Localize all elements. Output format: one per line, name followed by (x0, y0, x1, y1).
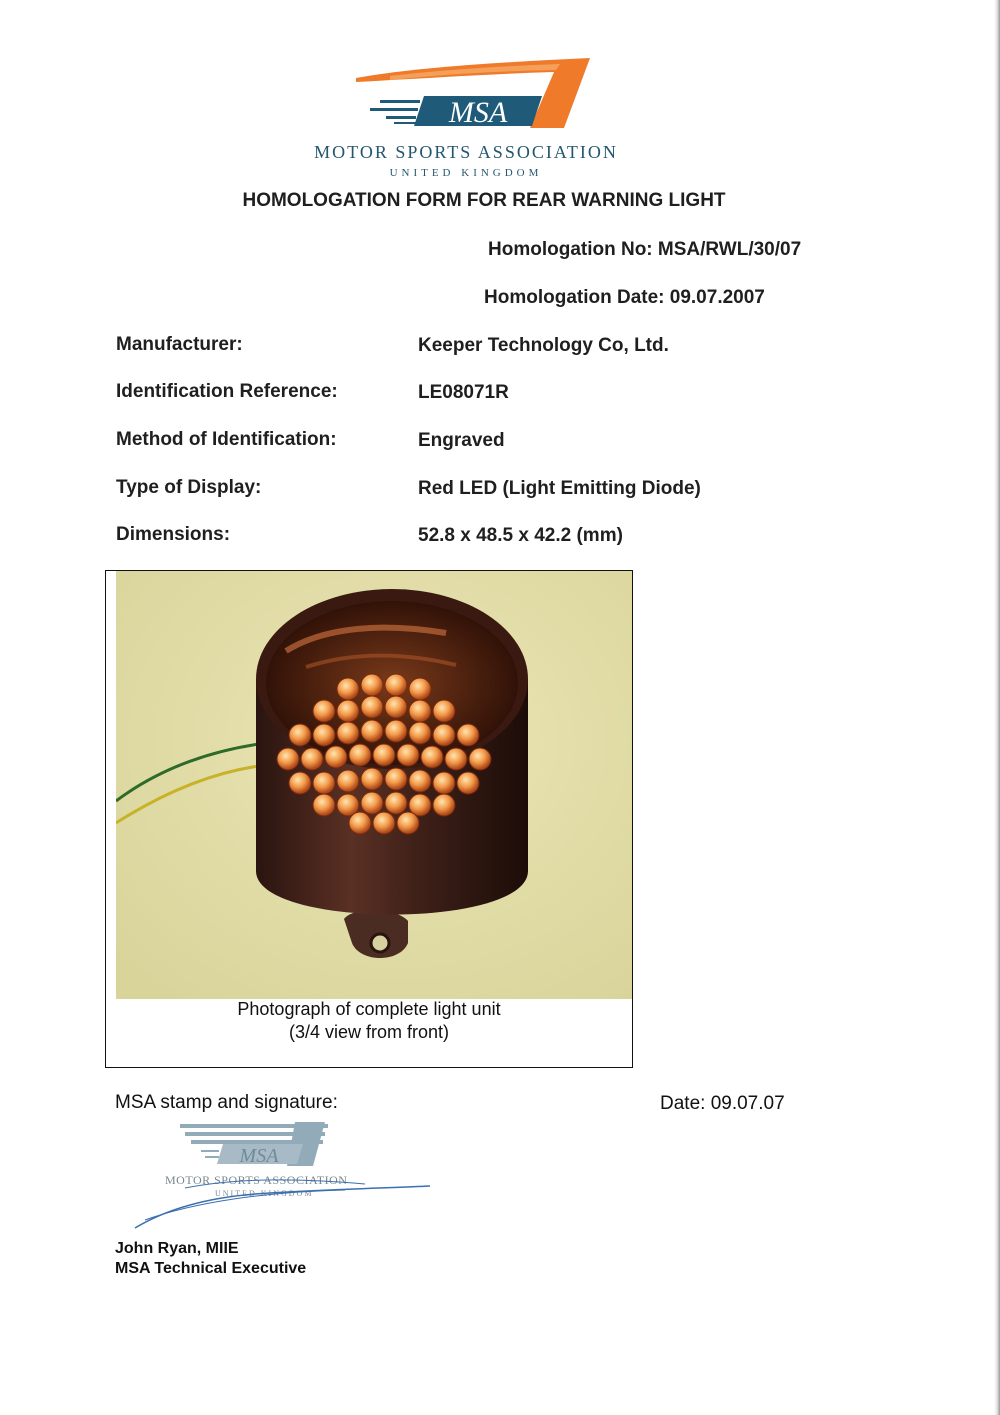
identification-reference-value: LE08071R (418, 382, 509, 403)
homologation-date: Homologation Date: 09.07.2007 (484, 287, 765, 308)
manufacturer-label: Manufacturer: (116, 334, 243, 355)
svg-text:MSA: MSA (448, 96, 508, 129)
msa-stamp (125, 1118, 435, 1238)
photo-frame (105, 570, 633, 1068)
org-name: MOTOR SPORTS ASSOCIATION (314, 142, 618, 162)
scan-edge (994, 0, 1000, 1415)
led-light-photo (116, 571, 632, 999)
dimensions-value: 52.8 x 48.5 x 42.2 (mm) (418, 525, 623, 546)
signature-date: Date: 09.07.07 (660, 1093, 785, 1114)
manufacturer-value: Keeper Technology Co, Ltd. (418, 335, 669, 356)
msa-logo (350, 56, 592, 132)
org-subtitle: UNITED KINGDOM (389, 167, 543, 179)
method-of-identification-value: Engraved (418, 430, 505, 451)
identification-reference-label: Identification Reference: (116, 381, 338, 402)
dimensions-label: Dimensions: (116, 524, 231, 545)
photo-caption-line2: (3/4 view from front) (288, 1022, 450, 1042)
type-of-display-value: Red LED (Light Emitting Diode) (418, 478, 701, 499)
stamp-signature-label: MSA stamp and signature: (115, 1092, 338, 1113)
svg-text:MSA: MSA (239, 1145, 279, 1167)
signatory-title: MSA Technical Executive (115, 1260, 307, 1277)
method-of-identification-label: Method of Identification: (116, 429, 337, 450)
svg-text:MOTOR SPORTS ASSOCIATION: MOTOR SPORTS ASSOCIATION (165, 1173, 348, 1187)
form-title: HOMOLOGATION FORM FOR REAR WARNING LIGHT (242, 190, 726, 211)
type-of-display-label: Type of Display: (116, 477, 262, 498)
svg-text:UNITED KINGDOM: UNITED KINGDOM (215, 1189, 314, 1198)
photo-caption-line1: Photograph of complete light unit (237, 999, 501, 1019)
homologation-number: Homologation No: MSA/RWL/30/07 (488, 239, 802, 260)
signatory-name: John Ryan, MIIE (115, 1240, 239, 1257)
